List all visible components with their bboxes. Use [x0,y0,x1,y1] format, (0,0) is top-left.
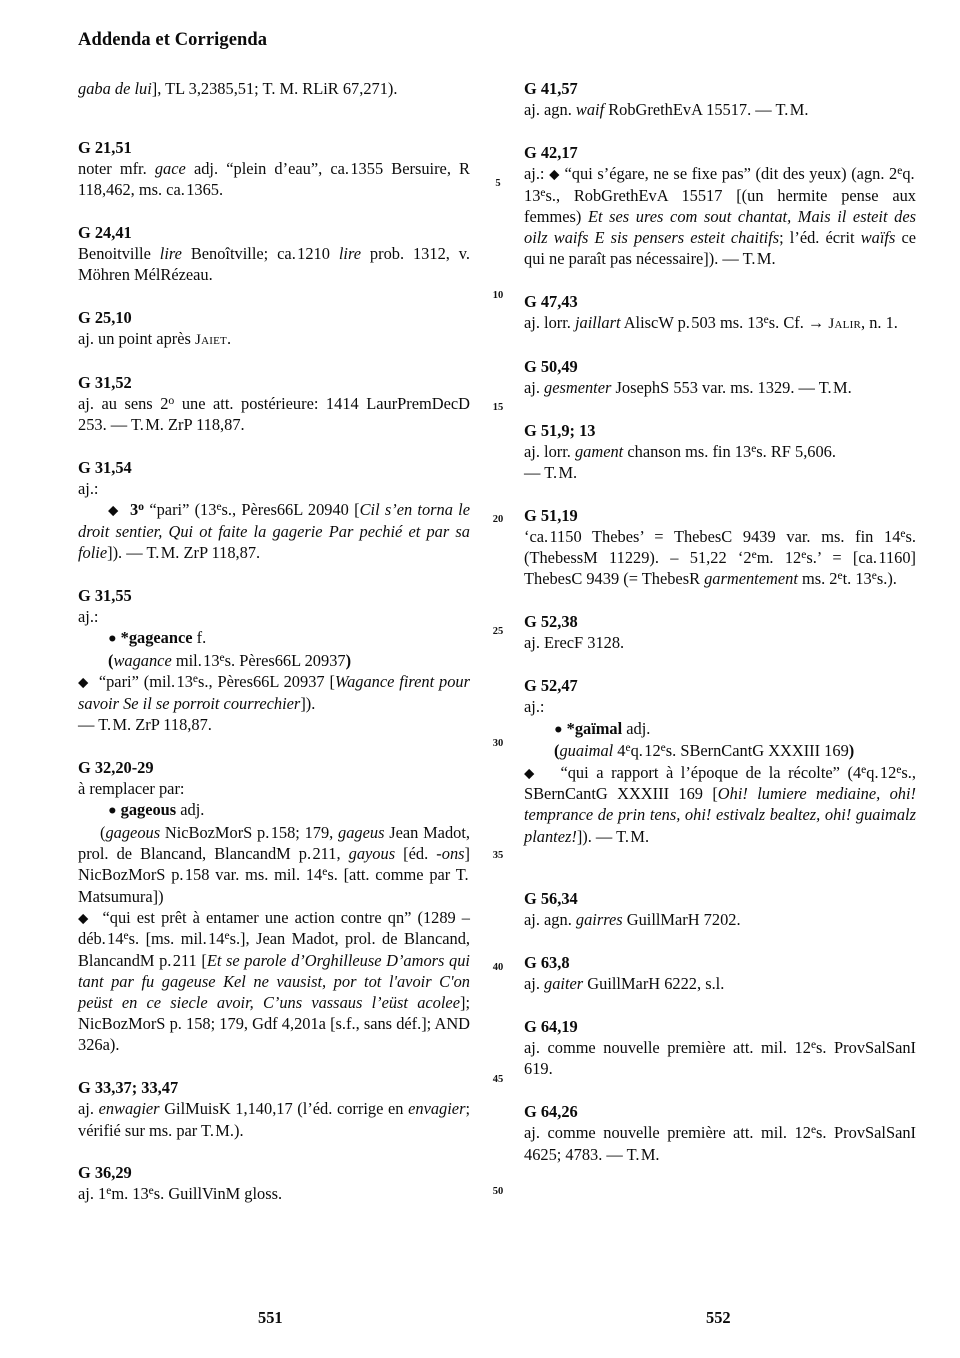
entry-g-41-57 [524,78,916,120]
line-number: 30 [492,738,504,749]
entry-body-intro: aj.: [78,606,99,626]
entry-body-intro: à remplacer par: [78,778,185,798]
folio-number-left: 551 [258,1308,283,1327]
entry-variant-block: (gageous NicBozMorS p. 158; 179, gageus Jean Madot, prol. de Blancand, BlancandM p. 211, gayous [éd. -ons] NicBozMorS p. 158 var. ms. mil. 14es. [att. comme par T. Matsumura]) [78,823,470,906]
line-number: 40 [492,962,504,973]
entry-g-31-55 [78,585,470,735]
entry-lemma: G 31,55 [78,585,132,605]
diamond-bullet-icon: ◆ [78,674,90,690]
entry-lemma: G 64,26 [524,1102,578,1122]
entry-g-52-47 [524,675,916,847]
page-title: Addenda et Corrigenda [78,30,268,50]
entry-variant-line: (guaimal 4eq. 12es. SBernCantG XXXIII 169) [554,741,855,761]
entry-body: aj. au sens 2$^o$ une att. postérieure: 1414 LaurPremDecD 253. — T. M. ZrP 118,87. [78,393,470,435]
entry-g-36-29 [78,1162,470,1204]
entry-g-50-49 [524,356,916,398]
entry-lemma: G 24,41 [78,222,132,242]
entry-lemma: G 52,38 [524,612,578,632]
entry-lemma: G 33,37; 33,47 [78,1078,179,1098]
continuation-text [78,78,470,99]
line-number: 5 [495,178,501,189]
entry-body: aj. lorr. jaillart AliscW p. 503 ms. 13es. Cf. → Jalir, n. 1. [524,313,898,333]
diamond-bullet-icon: ◆ [108,502,120,518]
line-number: 45 [492,1074,504,1085]
entry-body: aj. gaiter GuillMarH 6222, s.l. [524,974,725,994]
entry-lemma: G 50,49 [524,356,578,376]
entry-g-47-43 [524,291,916,334]
entry-g-52-38 [524,611,916,653]
entry-lemma: G 36,29 [78,1163,132,1183]
entry-body: ‘ca. 1150 Thebes’ = ThebesC 9439 var. ms. fin 14es. (ThebessM 11229). – 51,22 ‘2em. $12^es$.’ = [ca. 1160] ThebesC 9439 (= ThebesR garmentement ms. 2et. 13es.). [524,527,916,589]
entry-lemma: G 21,51 [78,137,132,157]
line-number: 10 [492,290,504,301]
entry-lemma: G 32,20-29 [78,757,154,777]
entry-g-32-20-29 [78,757,470,1056]
entry-body: Benoitville lire Benoîtville; ca. 1210 lire prob. 1312, v. Möhren MélRézeau. [78,244,471,285]
entry-lemma: G 52,47 [524,676,578,696]
folio-number-right: 552 [706,1308,731,1327]
arrow-right-icon: → [807,313,825,333]
entry-body: aj. comme nouvelle première att. mil. 12es. ProvSalSanI 619. [524,1038,917,1079]
entry-body-ref: — T. M. ZrP 118,87. [78,715,212,735]
entry-g-31-54 [78,457,470,563]
entry-body-intro: aj.: [524,697,545,717]
entry-body: aj. agn. gairres GuillMarH 7202. [524,910,741,930]
entry-body-sense: ◆ “qui est prêt à entamer une action contre qn” (1289 – déb. 14es. [ms. mil. 14es.], Jean Madot, prol. de Blancand, BlancandM p. 211 [Et se parole d’Orghilleuse D’amors qui tant par fu gageuse Kel ne vausist, por tot l'avoir C'on peüst en ce siecle avoir, C’uns vassaus l’eüst acolee]; NicBozMorS p. 158; 179, Gdf 4,201a [s.f., sans déf.]; AND 326a). [78,907,471,1055]
left-column [78,78,470,1205]
entry-body-intro: aj.: [78,479,99,499]
line-number: 50 [492,1186,504,1197]
entry-lemma: G 56,34 [524,889,578,909]
circle-bullet-icon: ● [554,721,563,738]
entry-lemma: G 42,17 [524,142,578,162]
entry-body-sense: ◆ “pari” (mil. 13es., Pères66L 20937 [Wagance firent pour savoir Se il se porroit courrechier]). [78,672,470,713]
entry-g-56-34 [524,888,916,930]
line-number-gutter [478,78,518,1268]
line-number: 20 [492,514,504,525]
continuation-italic: gaba de lui [78,79,152,98]
entry-body: aj. ErecF 3128. [524,633,625,653]
line-number: 15 [492,402,504,413]
entry-lemma: G 47,43 [524,291,578,311]
entry-lemma: G 64,19 [524,1017,578,1037]
entry-lemma: G 31,52 [78,372,132,392]
entry-g-33-37-33-47 [78,1077,470,1141]
entry-g-63-8 [524,952,916,994]
line-number: 35 [492,850,504,861]
entry-lemma: G 25,10 [78,307,132,327]
entry-headword-line: ● *gageance f. [108,628,207,648]
circle-bullet-icon: ● [108,630,117,647]
entry-body: noter mfr. gace adj. “plein d’eau”, ca. 1355 Bersuire, R 118,462, ms. ca. 1365. [78,158,470,200]
entry-body: aj. lorr. gament chanson ms. fin 13es. RF 5,606. [524,441,836,461]
entry-headword-line: ● *gaïmal adj. [554,718,651,738]
entry-lemma: G 63,8 [524,953,570,973]
entry-body-ref: — T. M. [524,463,578,483]
entry-body-sense: ◆ 3$^o$ “pari” (13es., Pères66L 20940 [Cil s’en torna le droit sentier, Qui ot faite la gagerie Par pechié et par sa folie]). — T. M. ZrP 118,87. [78,499,470,563]
diamond-bullet-icon: ◆ [549,166,560,182]
entry-g-51-19 [524,505,916,590]
entry-body: aj. un point après Jaiet. [78,329,232,349]
entry-lemma: G 51,9; 13 [524,420,596,440]
entry-g-64-26 [524,1101,916,1165]
entry-body-sense: ◆ “qui a rapport à l’époque de la récolte” (4eq. 12es., SBernCantG XXXIII 169 [Ohi! lumiere mediaine, ohi! temprance de prin tens, ohi! estivalz bealtez, ohi! guaimalz plantez!]). — T. M. [524,762,916,846]
entry-body: aj. comme nouvelle première att. mil. 12es. ProvSalSanI 4625; 4783. — T. M. [524,1123,917,1164]
entry-headword-line: ● gageous adj. [108,800,205,820]
entry-g-64-19 [524,1016,916,1080]
entry-lemma: G 31,54 [78,457,132,477]
circle-bullet-icon: ● [108,802,117,819]
line-number: 25 [492,626,504,637]
entry-lemma: G 41,57 [524,79,578,98]
entry-body: aj.: ◆ “qui s’égare, ne se fixe pas” (dit des yeux) (agn. 2eq. 13es., RobGrethEvA 15517 [(un hermite pense aux femmes) Et ses ures com sout chantat, Mais il esteit des oilz waifs E sis pensers esteit chaitifs; l’éd. écrit waïfs ce qui ne paraît pas nécessaire]). — T. M. [524,164,916,269]
right-column [524,78,916,1165]
entry-body: aj. enwagier GilMuisK 1,140,17 (l’éd. corrige en envagier; vérifié sur ms. par T. M.). [78,1099,471,1140]
diamond-bullet-icon: ◆ [78,910,91,926]
entry-body: aj. agn. waif RobGrethEvA 15517. — T. M. [524,100,809,120]
entry-g-42-17 [524,142,916,270]
entry-g-24-41 [78,222,470,286]
entry-g-51-9-13 [524,420,916,484]
entry-g-31-52 [78,372,470,436]
continuation-rest: ], TL 3,2385,51; T. M. RLiR 67,271). [151,79,398,98]
entry-lemma: G 51,19 [524,505,578,525]
entry-body: aj. 1em. 13es. GuillVinM gloss. [78,1184,283,1204]
entry-body: aj. gesmenter JosephS 553 var. ms. 1329. — T. M. [524,378,852,398]
entry-g-25-10 [78,307,470,350]
two-column-body [78,78,916,1268]
entry-g-21-51 [78,137,470,201]
entry-variant-line: (wagance mil. 13es. Pères66L 20937) [108,651,352,671]
entry-continuation [78,78,470,99]
diamond-bullet-icon: ◆ [524,764,538,780]
